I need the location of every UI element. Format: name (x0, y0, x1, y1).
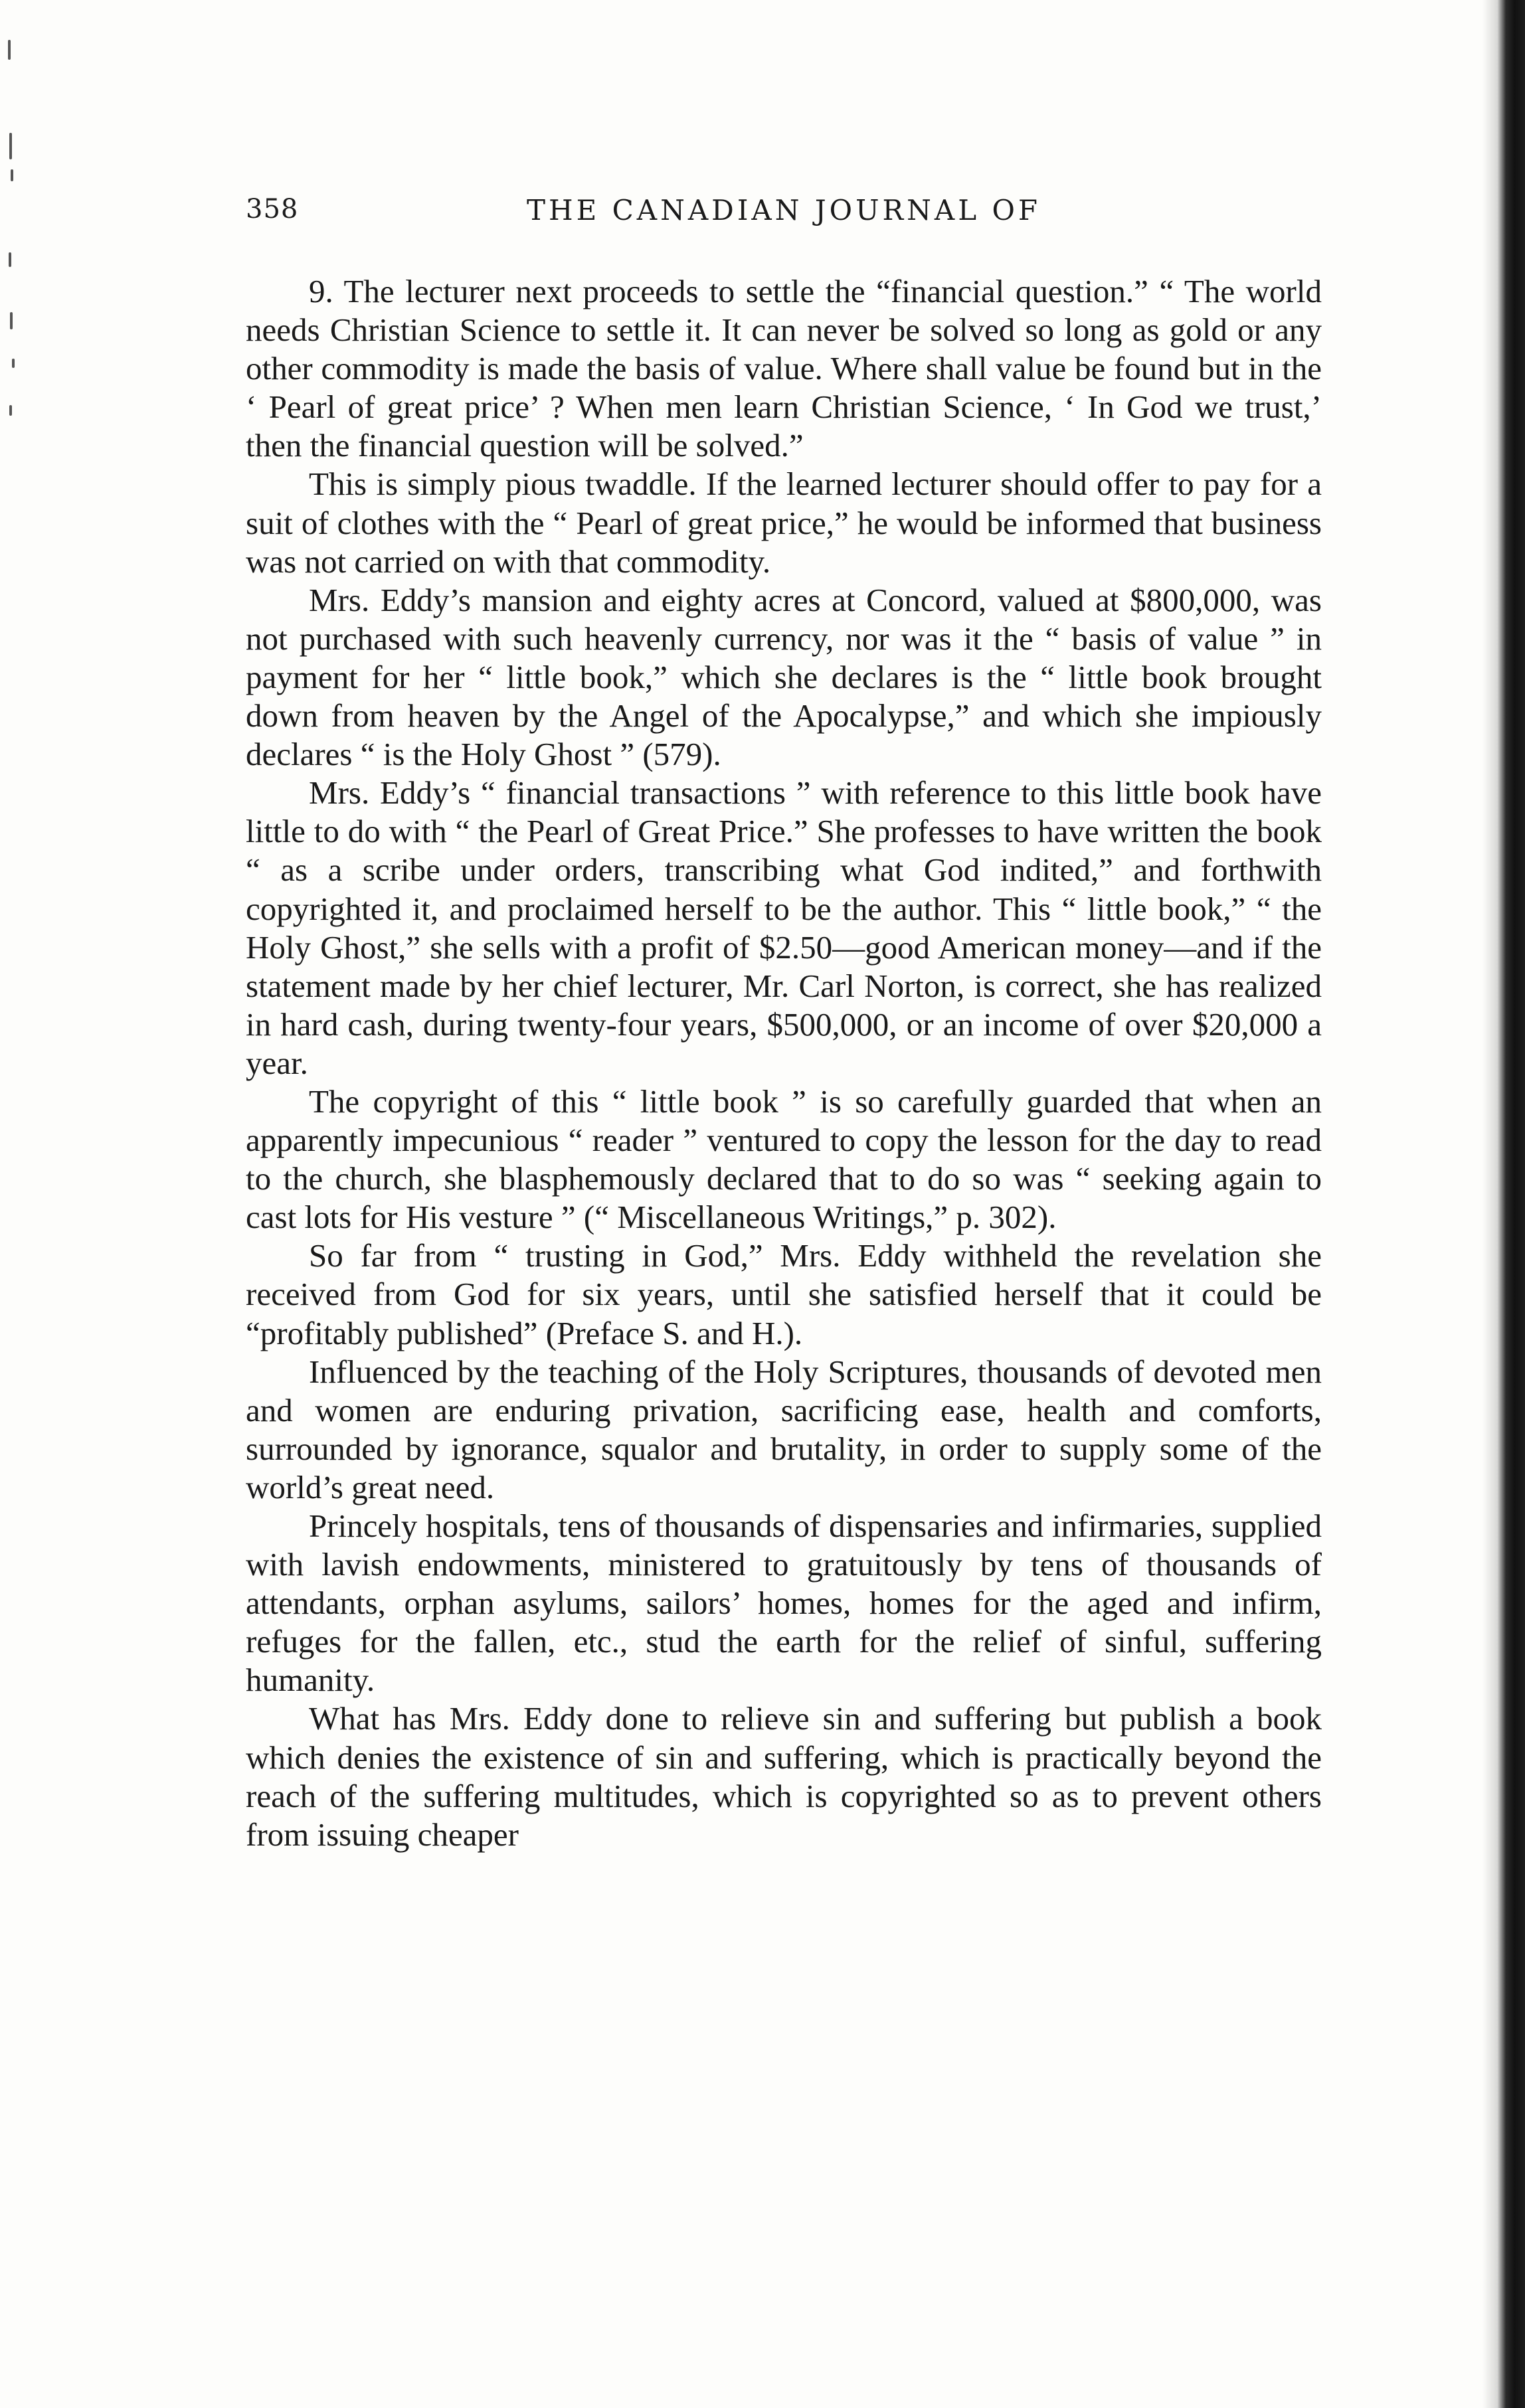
paragraph: This is simply pious twaddle. If the learned lecturer should offer to pay for a suit of clothes with the “ Pearl of great price,” he would be informed that business was not carried on with that commodity. (246, 466, 1322, 580)
paragraph: Mrs. Eddy’s “ financial transactions ” with reference to this little book have little to do with “ the Pearl of Great Price.” She professes to have written the book “ as a scribe under orders, transcribing what God indited,” and forthwith copyrighted it, and proclaimed herself to be the author. This “ little book,” “ the Holy Ghost,” she sells with a profit of $2.50—good American money—and if the statement made by her chief lecturer, Mr. Carl Norton, is correct, she has realized in hard cash, during twenty-four years, $500,000, or an income of over $20,000 a year. (246, 774, 1322, 1081)
page-header (246, 194, 1322, 234)
paragraph: Mrs. Eddy’s mansion and eighty acres at Concord, valued at $800,000, was not purchased with such heavenly currency, nor was it the “ basis of value ” in payment for her “ little book,” which she declares is the “ little book brought down from heaven by the Angel of the Apocalypse,” and which she impiously declares “ is the Holy Ghost ” (579). (246, 581, 1322, 773)
book-binding-edge (1482, 0, 1525, 2408)
paragraph: What has Mrs. Eddy done to relieve sin and suffering but publish a book which denies the existence of sin and suffering, which is practically beyond the reach of the suffering multitudes, which is copyrighted so as to prevent others from issuing cheaper (246, 1700, 1322, 1853)
paragraph: Influenced by the teaching of the Holy Scriptures, thousands of devoted men and women are enduring privation, sacrificing ease, health and comforts, surrounded by ignorance, squalor and brutality, in order to supply some of the world’s great need. (246, 1353, 1322, 1505)
paragraph: So far from “ trusting in God,” Mrs. Eddy withheld the revelation she received from God for six years, until she satisfied herself that it could be “profitably published” (Preface S. and H.). (246, 1237, 1322, 1351)
paragraph: Princely hospitals, tens of thousands of dispensaries and infirmaries, supplied with lavish endowments, ministered to gratuitously by tens of thousands of attendants, orphan asylums, sailors’ homes, homes for the aged and infirm, refuges for the fallen, etc., stud the earth for the relief of sinful, suffering humanity. (246, 1507, 1322, 1699)
running-head: THE CANADIAN JOURNAL OF (526, 194, 1041, 226)
paragraph: The copyright of this “ little book ” is so carefully guarded that when an apparently impecunious “ reader ” ventured to copy the lesson for the day to read to the church, she blasphemously declared that to do so was “ seeking again to cast lots for His vesture ” (“ Miscellaneous Writings,” p. 302). (246, 1082, 1322, 1236)
page-number: 358 (246, 194, 299, 224)
body-text (246, 272, 1322, 1854)
page-margin-specks (0, 0, 40, 2408)
paragraph: 9. The lecturer next proceeds to settle the “financial question.” “ The world needs Christian Science to settle it. It can never be solved so long as gold or any other commodity is made the basis of value. Where shall value be found but in the ‘ Pearl of great price’ ? When men learn Christian Science, ‘ In God we trust,’ then the financial question will be solved.” (246, 273, 1322, 464)
